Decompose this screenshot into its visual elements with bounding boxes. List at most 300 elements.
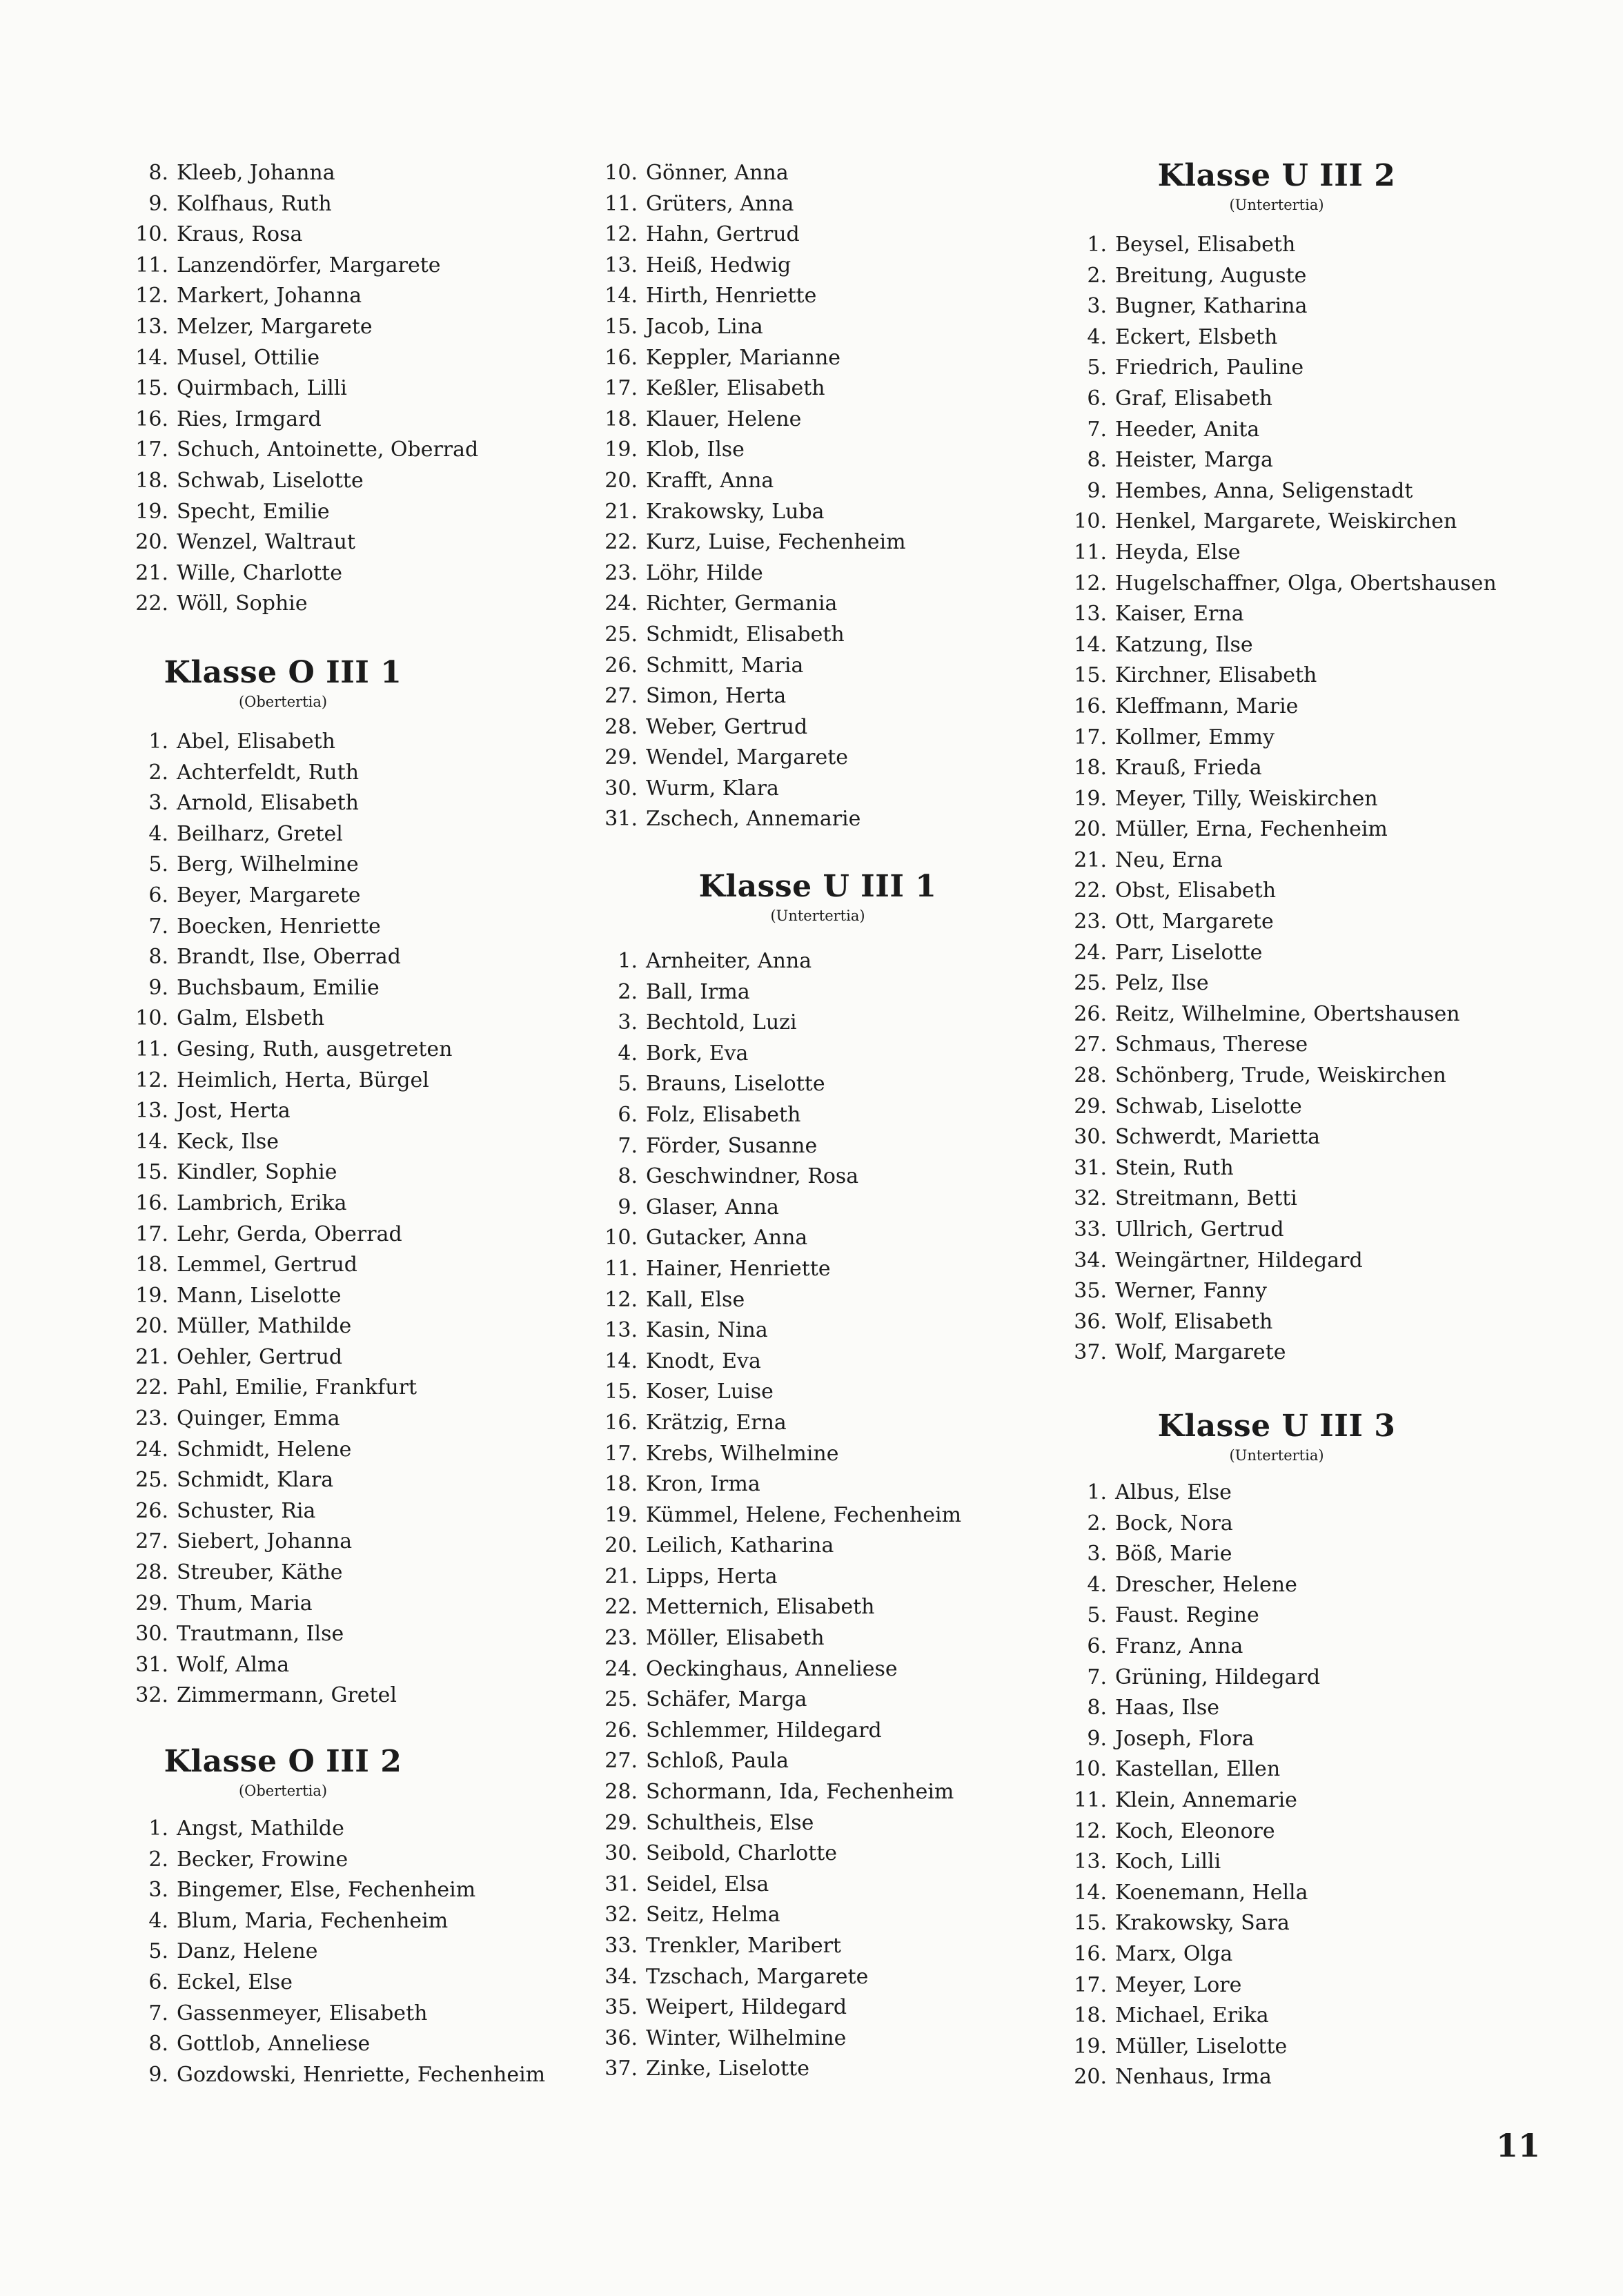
- list-item: [593, 158, 906, 189]
- list-item: [1063, 261, 1497, 292]
- list-item: [1063, 230, 1497, 261]
- entry-number: 3.: [1087, 294, 1107, 319]
- list-item: [124, 251, 478, 282]
- student-name: Hirth, Henriette: [646, 284, 817, 308]
- student-name: Lanzendörfer, Margarete: [177, 253, 441, 277]
- list-item: [1063, 599, 1497, 630]
- student-name: Heiß, Hedwig: [646, 253, 791, 277]
- entry-number: 15.: [1074, 663, 1107, 688]
- student-name: Lipps, Herta: [646, 1564, 778, 1589]
- entry-number: 15.: [135, 1160, 168, 1185]
- student-name: Wolf, Alma: [177, 1652, 290, 1677]
- list-item: [124, 1968, 545, 1999]
- student-name: Wolf, Elisabeth: [1115, 1309, 1273, 1334]
- student-name: Buchsbaum, Emilie: [177, 975, 380, 1000]
- entry-number: 29.: [604, 1810, 638, 1835]
- list-item: [593, 712, 906, 743]
- student-name: Klob, Ilse: [646, 438, 745, 462]
- entry-number: 6.: [148, 883, 168, 907]
- list-item: [124, 1096, 453, 1127]
- list-item: [593, 1100, 961, 1131]
- entry-number: 28.: [135, 1560, 168, 1585]
- student-name: Joseph, Flora: [1115, 1726, 1255, 1751]
- list-item: [1063, 445, 1497, 476]
- entry-number: 30.: [604, 1841, 638, 1866]
- list-item: [1063, 507, 1497, 538]
- entry-number: 18.: [1074, 756, 1107, 781]
- list-item: [1063, 1246, 1497, 1277]
- entry-number: 12.: [135, 1068, 168, 1092]
- list-item: [124, 788, 453, 819]
- list-item: [124, 1589, 453, 1620]
- entry-number: 17.: [1074, 1972, 1107, 1997]
- entry-number: 14.: [604, 1348, 638, 1373]
- student-name: Zschech, Annemarie: [646, 807, 861, 832]
- student-name: Wille, Charlotte: [177, 560, 342, 585]
- entry-number: 3.: [148, 1878, 168, 1903]
- list-item: [124, 466, 478, 497]
- list-item: [124, 1003, 453, 1034]
- entry-number: 2.: [618, 979, 638, 1004]
- list-item: [124, 343, 478, 374]
- entry-number: 13.: [604, 1318, 638, 1343]
- list-item: [593, 1069, 961, 1100]
- list-item: [124, 1219, 453, 1250]
- list-item: [1063, 1276, 1497, 1307]
- student-name: Meyer, Lore: [1115, 1972, 1242, 1997]
- list-item: [593, 1254, 961, 1285]
- student-name: Becker, Frowine: [177, 1847, 348, 1872]
- student-name: Parr, Liselotte: [1115, 940, 1263, 965]
- list-item: [124, 819, 453, 850]
- list-item: [1063, 1693, 1320, 1724]
- list-item: [1063, 476, 1497, 507]
- student-name: Eckert, Elsbeth: [1115, 324, 1278, 349]
- student-name: Schmidt, Elisabeth: [646, 622, 845, 647]
- entry-number: 36.: [1074, 1309, 1107, 1334]
- list-item: [593, 1469, 961, 1500]
- list-item: [124, 1157, 453, 1188]
- list-item: [593, 1931, 961, 1962]
- student-name: Kaiser, Erna: [1115, 602, 1244, 627]
- student-name: Grüning, Hildegard: [1115, 1665, 1321, 1689]
- student-name: Seibold, Charlotte: [646, 1841, 838, 1866]
- student-name: Bechtold, Luzi: [646, 1010, 797, 1035]
- student-name: Schwerdt, Marietta: [1115, 1125, 1321, 1150]
- entry-number: 20.: [135, 1314, 168, 1339]
- list-item: [593, 1408, 961, 1439]
- entry-number: 8.: [148, 2032, 168, 2057]
- student-name: Specht, Emilie: [177, 499, 330, 524]
- entry-number: 14.: [1074, 632, 1107, 657]
- list-item: [593, 312, 906, 343]
- entry-number: 7.: [618, 1133, 638, 1158]
- entry-number: 29.: [1074, 1094, 1107, 1119]
- list-item: [593, 2054, 961, 2085]
- entry-number: 14.: [135, 345, 168, 370]
- page-number: 11: [1495, 2127, 1540, 2164]
- entry-number: 3.: [148, 791, 168, 816]
- list-item: [1063, 384, 1497, 415]
- list-item: [593, 219, 906, 251]
- student-name: Schwab, Liselotte: [1115, 1094, 1302, 1119]
- student-name: Schlemmer, Hildegard: [646, 1718, 882, 1743]
- list-item: [124, 1936, 545, 1968]
- entry-number: 9.: [148, 975, 168, 1000]
- entry-number: 21.: [604, 499, 638, 524]
- list-item: [1063, 1307, 1497, 1338]
- list-item: [1063, 660, 1497, 691]
- entry-number: 11.: [135, 1037, 168, 1061]
- entry-number: 10.: [1074, 1757, 1107, 1782]
- student-name: Katzung, Ilse: [1115, 632, 1253, 657]
- student-name: Müller, Liselotte: [1115, 2034, 1288, 2059]
- student-name: Lemmel, Gertrud: [177, 1253, 357, 1277]
- list-item: [124, 1999, 545, 2030]
- list-item: [1063, 1153, 1497, 1184]
- student-name: Stein, Ruth: [1115, 1155, 1234, 1180]
- list-item: [1063, 1878, 1320, 1909]
- list-item: [124, 1650, 453, 1681]
- student-name: Galm, Elsbeth: [177, 1006, 325, 1031]
- entry-number: 22.: [135, 591, 168, 616]
- entry-number: 19.: [1074, 2034, 1107, 2059]
- entry-number: 22.: [604, 530, 638, 555]
- entry-number: 24.: [604, 591, 638, 616]
- list-item: [124, 1034, 453, 1066]
- list-item: [1063, 1337, 1497, 1368]
- student-name: Schönberg, Trude, Weiskirchen: [1115, 1063, 1446, 1088]
- list-item: [1063, 691, 1497, 723]
- list-item: [124, 1373, 453, 1404]
- student-name: Koch, Eleonore: [1115, 1818, 1275, 1843]
- student-name: Brandt, Ilse, Oberrad: [177, 945, 401, 970]
- entry-number: 14.: [604, 284, 638, 308]
- list-item: [1063, 1785, 1320, 1816]
- student-list-u3-2: [1063, 230, 1497, 1368]
- list-item: [593, 1439, 961, 1470]
- entry-number: 35.: [1074, 1279, 1107, 1304]
- entry-number: 9.: [618, 1195, 638, 1219]
- entry-number: 20.: [135, 530, 168, 555]
- entry-number: 28.: [604, 1780, 638, 1805]
- entry-number: 26.: [135, 1498, 168, 1523]
- student-name: Streuber, Käthe: [177, 1560, 343, 1585]
- list-item: [1063, 2001, 1320, 2032]
- list-item: [1063, 630, 1497, 661]
- student-name: Müller, Mathilde: [177, 1314, 352, 1339]
- list-item: [1063, 1509, 1320, 1540]
- list-item: [124, 1680, 453, 1711]
- list-item: [1063, 1908, 1320, 1939]
- student-name: Kurz, Luise, Fechenheim: [646, 530, 906, 555]
- student-name: Friedrich, Pauline: [1115, 355, 1304, 380]
- list-item: [1063, 1539, 1320, 1570]
- list-item: [593, 1346, 961, 1377]
- list-item: [124, 404, 478, 435]
- entry-number: 26.: [1074, 1001, 1107, 1026]
- entry-number: 1.: [1087, 233, 1107, 257]
- student-name: Heister, Marga: [1115, 448, 1273, 473]
- entry-number: 12.: [1074, 1818, 1107, 1843]
- student-name: Gozdowski, Henriette, Fechenheim: [177, 2062, 546, 2087]
- student-name: Kraus, Rosa: [177, 222, 303, 247]
- student-name: Kirchner, Elisabeth: [1115, 663, 1317, 688]
- entry-number: 4.: [1087, 1572, 1107, 1597]
- class-subtitle: (Untertertia): [770, 907, 865, 924]
- list-item: [124, 850, 453, 881]
- list-item: [1063, 784, 1497, 815]
- student-name: Krakowsky, Sara: [1115, 1911, 1290, 1936]
- student-name: Blum, Maria, Fechenheim: [177, 1908, 449, 1933]
- list-item: [1063, 1600, 1320, 1631]
- list-item: [593, 1900, 961, 1931]
- student-name: Kastellan, Ellen: [1115, 1757, 1281, 1782]
- list-item: [593, 1592, 961, 1623]
- list-item: [1063, 1662, 1320, 1694]
- student-name: Folz, Elisabeth: [646, 1102, 801, 1127]
- list-item: [1063, 1754, 1320, 1785]
- entry-number: 13.: [1074, 602, 1107, 627]
- entry-number: 5.: [148, 1939, 168, 1964]
- student-name: Geschwindner, Rosa: [646, 1164, 859, 1189]
- class-subtitle: (Obertertia): [238, 1783, 328, 1799]
- list-item: [124, 1435, 453, 1466]
- entry-number: 10.: [604, 161, 638, 185]
- list-item: [593, 1039, 961, 1070]
- entry-number: 5.: [618, 1072, 638, 1097]
- list-item: [124, 1066, 453, 1097]
- entry-number: 17.: [135, 438, 168, 462]
- list-item: [1063, 353, 1497, 384]
- list-item: [124, 219, 478, 251]
- student-name: Faust. Regine: [1115, 1603, 1259, 1628]
- entry-number: 2.: [1087, 1511, 1107, 1535]
- list-item: [593, 189, 906, 220]
- entry-number: 2.: [148, 1847, 168, 1872]
- student-name: Koser, Luise: [646, 1380, 774, 1404]
- student-list-o3-1: [124, 727, 453, 1711]
- list-item: [1063, 723, 1497, 754]
- student-name: Quinger, Emma: [177, 1406, 340, 1431]
- student-name: Jacob, Lina: [646, 314, 763, 339]
- list-item: [593, 1623, 961, 1654]
- student-name: Beilharz, Gretel: [177, 821, 343, 846]
- entry-number: 9.: [148, 191, 168, 216]
- list-item: [593, 1008, 961, 1039]
- entry-number: 11.: [604, 191, 638, 216]
- list-item: [124, 1845, 545, 1876]
- entry-number: 3.: [618, 1010, 638, 1035]
- student-name: Musel, Ottilie: [177, 345, 320, 370]
- list-item: [593, 373, 906, 404]
- entry-number: 30.: [135, 1622, 168, 1647]
- entry-number: 31.: [1074, 1155, 1107, 1180]
- student-name: Neu, Erna: [1115, 847, 1223, 872]
- class-title: Klasse O III 2: [164, 1744, 402, 1779]
- student-name: Obst, Elisabeth: [1115, 879, 1277, 903]
- entry-number: 21.: [604, 1564, 638, 1589]
- list-item: [1063, 876, 1497, 907]
- student-name: Heyda, Else: [1115, 540, 1241, 565]
- list-item: [593, 804, 906, 835]
- student-name: Krakowsky, Luba: [646, 499, 825, 524]
- list-item: [593, 946, 961, 977]
- list-item: [124, 312, 478, 343]
- entry-number: 32.: [604, 1903, 638, 1927]
- student-name: Gönner, Anna: [646, 161, 789, 185]
- entry-number: 6.: [618, 1102, 638, 1127]
- student-name: Böß, Marie: [1115, 1542, 1232, 1567]
- student-name: Krätzig, Erna: [646, 1410, 787, 1435]
- entry-number: 9.: [148, 2062, 168, 2087]
- entry-number: 8.: [1087, 1696, 1107, 1720]
- student-name: Krafft, Anna: [646, 468, 774, 493]
- list-item: [593, 977, 961, 1008]
- entry-number: 4.: [148, 1908, 168, 1933]
- entry-number: 31.: [604, 1872, 638, 1896]
- list-item: [1063, 814, 1497, 845]
- list-item: [124, 1281, 453, 1312]
- class-subtitle: (Untertertia): [1229, 197, 1324, 213]
- entry-number: 9.: [1087, 478, 1107, 503]
- student-name: Seitz, Helma: [646, 1903, 780, 1927]
- list-item: [124, 1496, 453, 1527]
- entry-number: 20.: [604, 1533, 638, 1558]
- entry-number: 32.: [135, 1683, 168, 1708]
- list-item: [1063, 1061, 1497, 1092]
- entry-number: 22.: [604, 1595, 638, 1620]
- student-name: Ries, Irmgard: [177, 406, 322, 431]
- entry-number: 5.: [1087, 355, 1107, 380]
- student-name: Schäfer, Marga: [646, 1687, 807, 1712]
- entry-number: 27.: [1074, 1032, 1107, 1057]
- class-heading-u3-1: [662, 868, 973, 926]
- list-item: [1063, 2062, 1320, 2093]
- student-name: Kron, Irma: [646, 1472, 760, 1497]
- student-name: Weingärtner, Hildegard: [1115, 1248, 1363, 1273]
- student-name: Hainer, Henriette: [646, 1256, 831, 1281]
- entry-number: 37.: [604, 2057, 638, 2081]
- list-item: [124, 281, 478, 312]
- student-name: Schuster, Ria: [177, 1498, 316, 1523]
- student-name: Kall, Else: [646, 1287, 745, 1312]
- student-name: Bugner, Katharina: [1115, 294, 1308, 319]
- student-name: Reitz, Wilhelmine, Obertshausen: [1115, 1001, 1460, 1026]
- student-name: Henkel, Margarete, Weiskirchen: [1115, 509, 1457, 534]
- list-item: [593, 743, 906, 774]
- list-item: [1063, 1122, 1497, 1153]
- entry-number: 18.: [604, 1472, 638, 1497]
- entry-number: 14.: [1074, 1880, 1107, 1905]
- entry-number: 15.: [1074, 1911, 1107, 1936]
- entry-number: 18.: [135, 468, 168, 493]
- student-name: Achterfeldt, Ruth: [177, 760, 360, 785]
- student-name: Keßler, Elisabeth: [646, 376, 825, 401]
- list-item: [124, 1342, 453, 1373]
- class-heading-o3-1: [124, 654, 442, 712]
- entry-number: 20.: [1074, 817, 1107, 842]
- student-name: Trenkler, Maribert: [646, 1934, 841, 1958]
- student-name: Bork, Eva: [646, 1041, 749, 1066]
- class-subtitle: (Untertertia): [1229, 1447, 1324, 1464]
- entry-number: 2.: [1087, 263, 1107, 288]
- student-name: Danz, Helene: [177, 1939, 318, 1964]
- entry-number: 19.: [604, 1502, 638, 1527]
- list-item: [124, 158, 478, 189]
- student-name: Drescher, Helene: [1115, 1572, 1297, 1597]
- list-item: [593, 343, 906, 374]
- entry-number: 7.: [1087, 1665, 1107, 1689]
- student-list-u3-3: [1063, 1478, 1320, 2093]
- student-name: Pelz, Ilse: [1115, 971, 1209, 996]
- entry-number: 5.: [148, 852, 168, 877]
- list-item: [124, 1404, 453, 1435]
- student-name: Haas, Ilse: [1115, 1696, 1219, 1720]
- entry-number: 23.: [135, 1406, 168, 1431]
- entry-number: 6.: [1087, 1633, 1107, 1658]
- entry-number: 30.: [604, 776, 638, 801]
- list-item: [1063, 845, 1497, 876]
- entry-number: 13.: [1074, 1849, 1107, 1874]
- list-item: [1063, 1724, 1320, 1755]
- entry-number: 16.: [135, 1190, 168, 1215]
- student-name: Zinke, Liselotte: [646, 2057, 809, 2081]
- entry-number: 10.: [135, 222, 168, 247]
- class-heading-o3-2: [124, 1743, 442, 1801]
- student-name: Arnheiter, Anna: [646, 949, 812, 973]
- entry-number: 1.: [148, 1816, 168, 1841]
- list-item: [593, 497, 906, 528]
- list-item: [1063, 753, 1497, 784]
- student-name: Ball, Irma: [646, 979, 750, 1004]
- entry-number: 24.: [135, 1437, 168, 1462]
- list-item: [1063, 907, 1497, 938]
- entry-number: 22.: [1074, 879, 1107, 903]
- entry-number: 4.: [148, 821, 168, 846]
- entry-number: 14.: [135, 1129, 168, 1154]
- student-name: Kasin, Nina: [646, 1318, 768, 1343]
- entry-number: 12.: [604, 1287, 638, 1312]
- list-item: [1063, 538, 1497, 569]
- list-item: [593, 558, 906, 589]
- entry-number: 3.: [1087, 1542, 1107, 1567]
- entry-number: 12.: [135, 284, 168, 308]
- student-name: Meyer, Tilly, Weiskirchen: [1115, 786, 1378, 811]
- list-item: [593, 1562, 961, 1593]
- student-name: Klauer, Helene: [646, 406, 802, 431]
- list-item: [1063, 1570, 1320, 1601]
- student-name: Jost, Herta: [177, 1099, 291, 1124]
- student-name: Schmidt, Klara: [177, 1468, 334, 1493]
- student-name: Mann, Liselotte: [177, 1283, 342, 1308]
- list-item: [593, 651, 906, 682]
- class-subtitle: (Obertertia): [238, 694, 328, 710]
- list-item: [124, 912, 453, 943]
- entry-number: 8.: [1087, 448, 1107, 473]
- list-item: [1063, 968, 1497, 999]
- entry-number: 18.: [1074, 2003, 1107, 2028]
- entry-number: 28.: [604, 714, 638, 739]
- student-name: Zimmermann, Gretel: [177, 1683, 397, 1708]
- list-item: [124, 189, 478, 220]
- student-name: Kolfhaus, Ruth: [177, 191, 332, 216]
- student-name: Ott, Margarete: [1115, 910, 1274, 934]
- student-name: Metternich, Elisabeth: [646, 1595, 875, 1620]
- student-name: Hembes, Anna, Seligenstadt: [1115, 478, 1413, 503]
- list-item: [593, 527, 906, 558]
- entry-number: 8.: [148, 161, 168, 185]
